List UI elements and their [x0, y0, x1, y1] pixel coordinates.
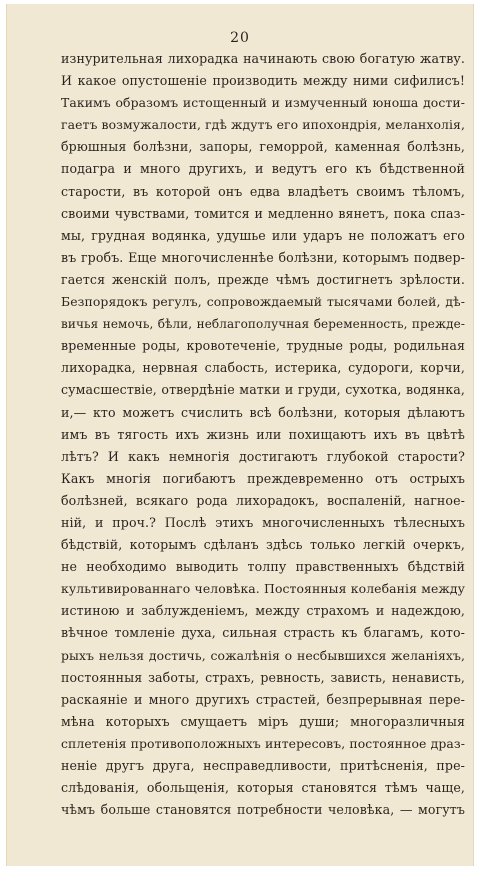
text-line: подагра и много другихъ, и ведутъ его къ бѣдственной: [61, 161, 465, 177]
text-line: временные роды, кровотеченіе, трудные роды, родильная: [61, 338, 465, 354]
text-line: лѣтъ? И какъ немногія достигаютъ глубокой старости?: [61, 448, 465, 464]
text-line: брюшныя болѣзни, запоры, геморрой, каменная болѣзнь,: [61, 139, 465, 155]
text-line: неніе другъ друга, несправедливости, притѣсненія, пре-: [61, 758, 465, 773]
text-line: раскаяніе и много другихъ страстей, безпрерывная пере-: [61, 691, 465, 707]
text-line: имъ въ тягость ихъ жизнь или похищаютъ ихъ въ цвѣтѣ: [61, 426, 465, 442]
text-line: вѣчное томленіе духа, сильная страсть къ благамъ, кото-: [61, 625, 465, 641]
text-line: И какое опустошеніе производить между ними сифилисъ!: [61, 73, 465, 89]
text-line: мѣна которыхъ смущаетъ міръ души; многоразличныя: [61, 713, 465, 729]
text-line: истиною и заблужденіемъ, между страхомъ и надеждою,: [61, 603, 465, 619]
text-line: чѣмъ больше становятся потребности человѣка, — могутъ: [61, 802, 465, 818]
text-line: не необходимо выводить толпу правственныхъ бѣдствій: [61, 559, 465, 575]
text-line: Какъ многія погибаютъ преждевременно отъ острыхъ: [61, 470, 465, 486]
body-text: [61, 48, 465, 821]
text-line: изнурительная лихорадка начинають свою богатую жатву.: [61, 51, 465, 66]
text-line: культивированнаго человѣка. Постоянныя колебанія между: [61, 581, 465, 597]
text-line: своими чувствами, томится и медленно вянетъ, пока спаз-: [61, 205, 465, 221]
book-page: [6, 4, 474, 866]
text-line: и,— кто можетъ счислить всѣ болѣзни, которыя дѣлаютъ: [61, 404, 465, 420]
text-line: рыхъ нельзя достичь, сожалѣнія о несбывшихся желаніяхъ,: [61, 647, 465, 663]
text-line: Безпорядокъ регулъ, сопровождаемый тысячами болей, дѣ-: [61, 294, 465, 310]
text-line: слѣдованія, обольщенія, которыя становятся тѣмъ чаще,: [61, 780, 465, 796]
text-line: старости, въ которой онъ едва владѣетъ своимъ тѣломъ,: [61, 183, 465, 199]
text-line: вичья немочь, бѣли, неблагополучная беременность, преждe-: [61, 317, 465, 332]
text-line: гаетъ возмужалости, гдѣ ждутъ его ипохондрія, меланхолія,: [61, 117, 465, 133]
text-line: гается женскій полъ, прежде чѣмъ достигнетъ зрѣлости.: [61, 271, 465, 287]
text-line: лихорадка, нервная слабость, истерика, судороги, корчи,: [61, 360, 465, 376]
text-line: болѣзней, всякаго рода лихорадокъ, воспаленій, нагное-: [61, 492, 465, 508]
text-line: Такимъ образомъ истощенный и измученный юноша дости-: [61, 95, 465, 111]
page-number: 20: [230, 30, 250, 46]
text-line: сумасшествіе, отвердѣніе матки и груди, сухотка, водянка,: [61, 382, 465, 398]
text-line: бѣдствій, которымъ сдѣланъ здѣсь только легкій очеркъ,: [61, 537, 465, 553]
text-line: мы, грудная водянка, удушье или ударъ не положатъ его: [61, 227, 465, 243]
text-line: ній, и проч.? Послѣ этихъ многочисленныхъ тѣлесныхъ: [61, 514, 465, 530]
text-line: въ гробъ. Еще многочисленнѣе болѣзни, которымъ подвер-: [61, 249, 465, 265]
text-line: сплетенія противоположныхъ интересовъ, постоянное драз-: [61, 735, 465, 751]
text-line: постоянныя заботы, страхъ, ревность, зависть, ненависть,: [61, 669, 465, 685]
